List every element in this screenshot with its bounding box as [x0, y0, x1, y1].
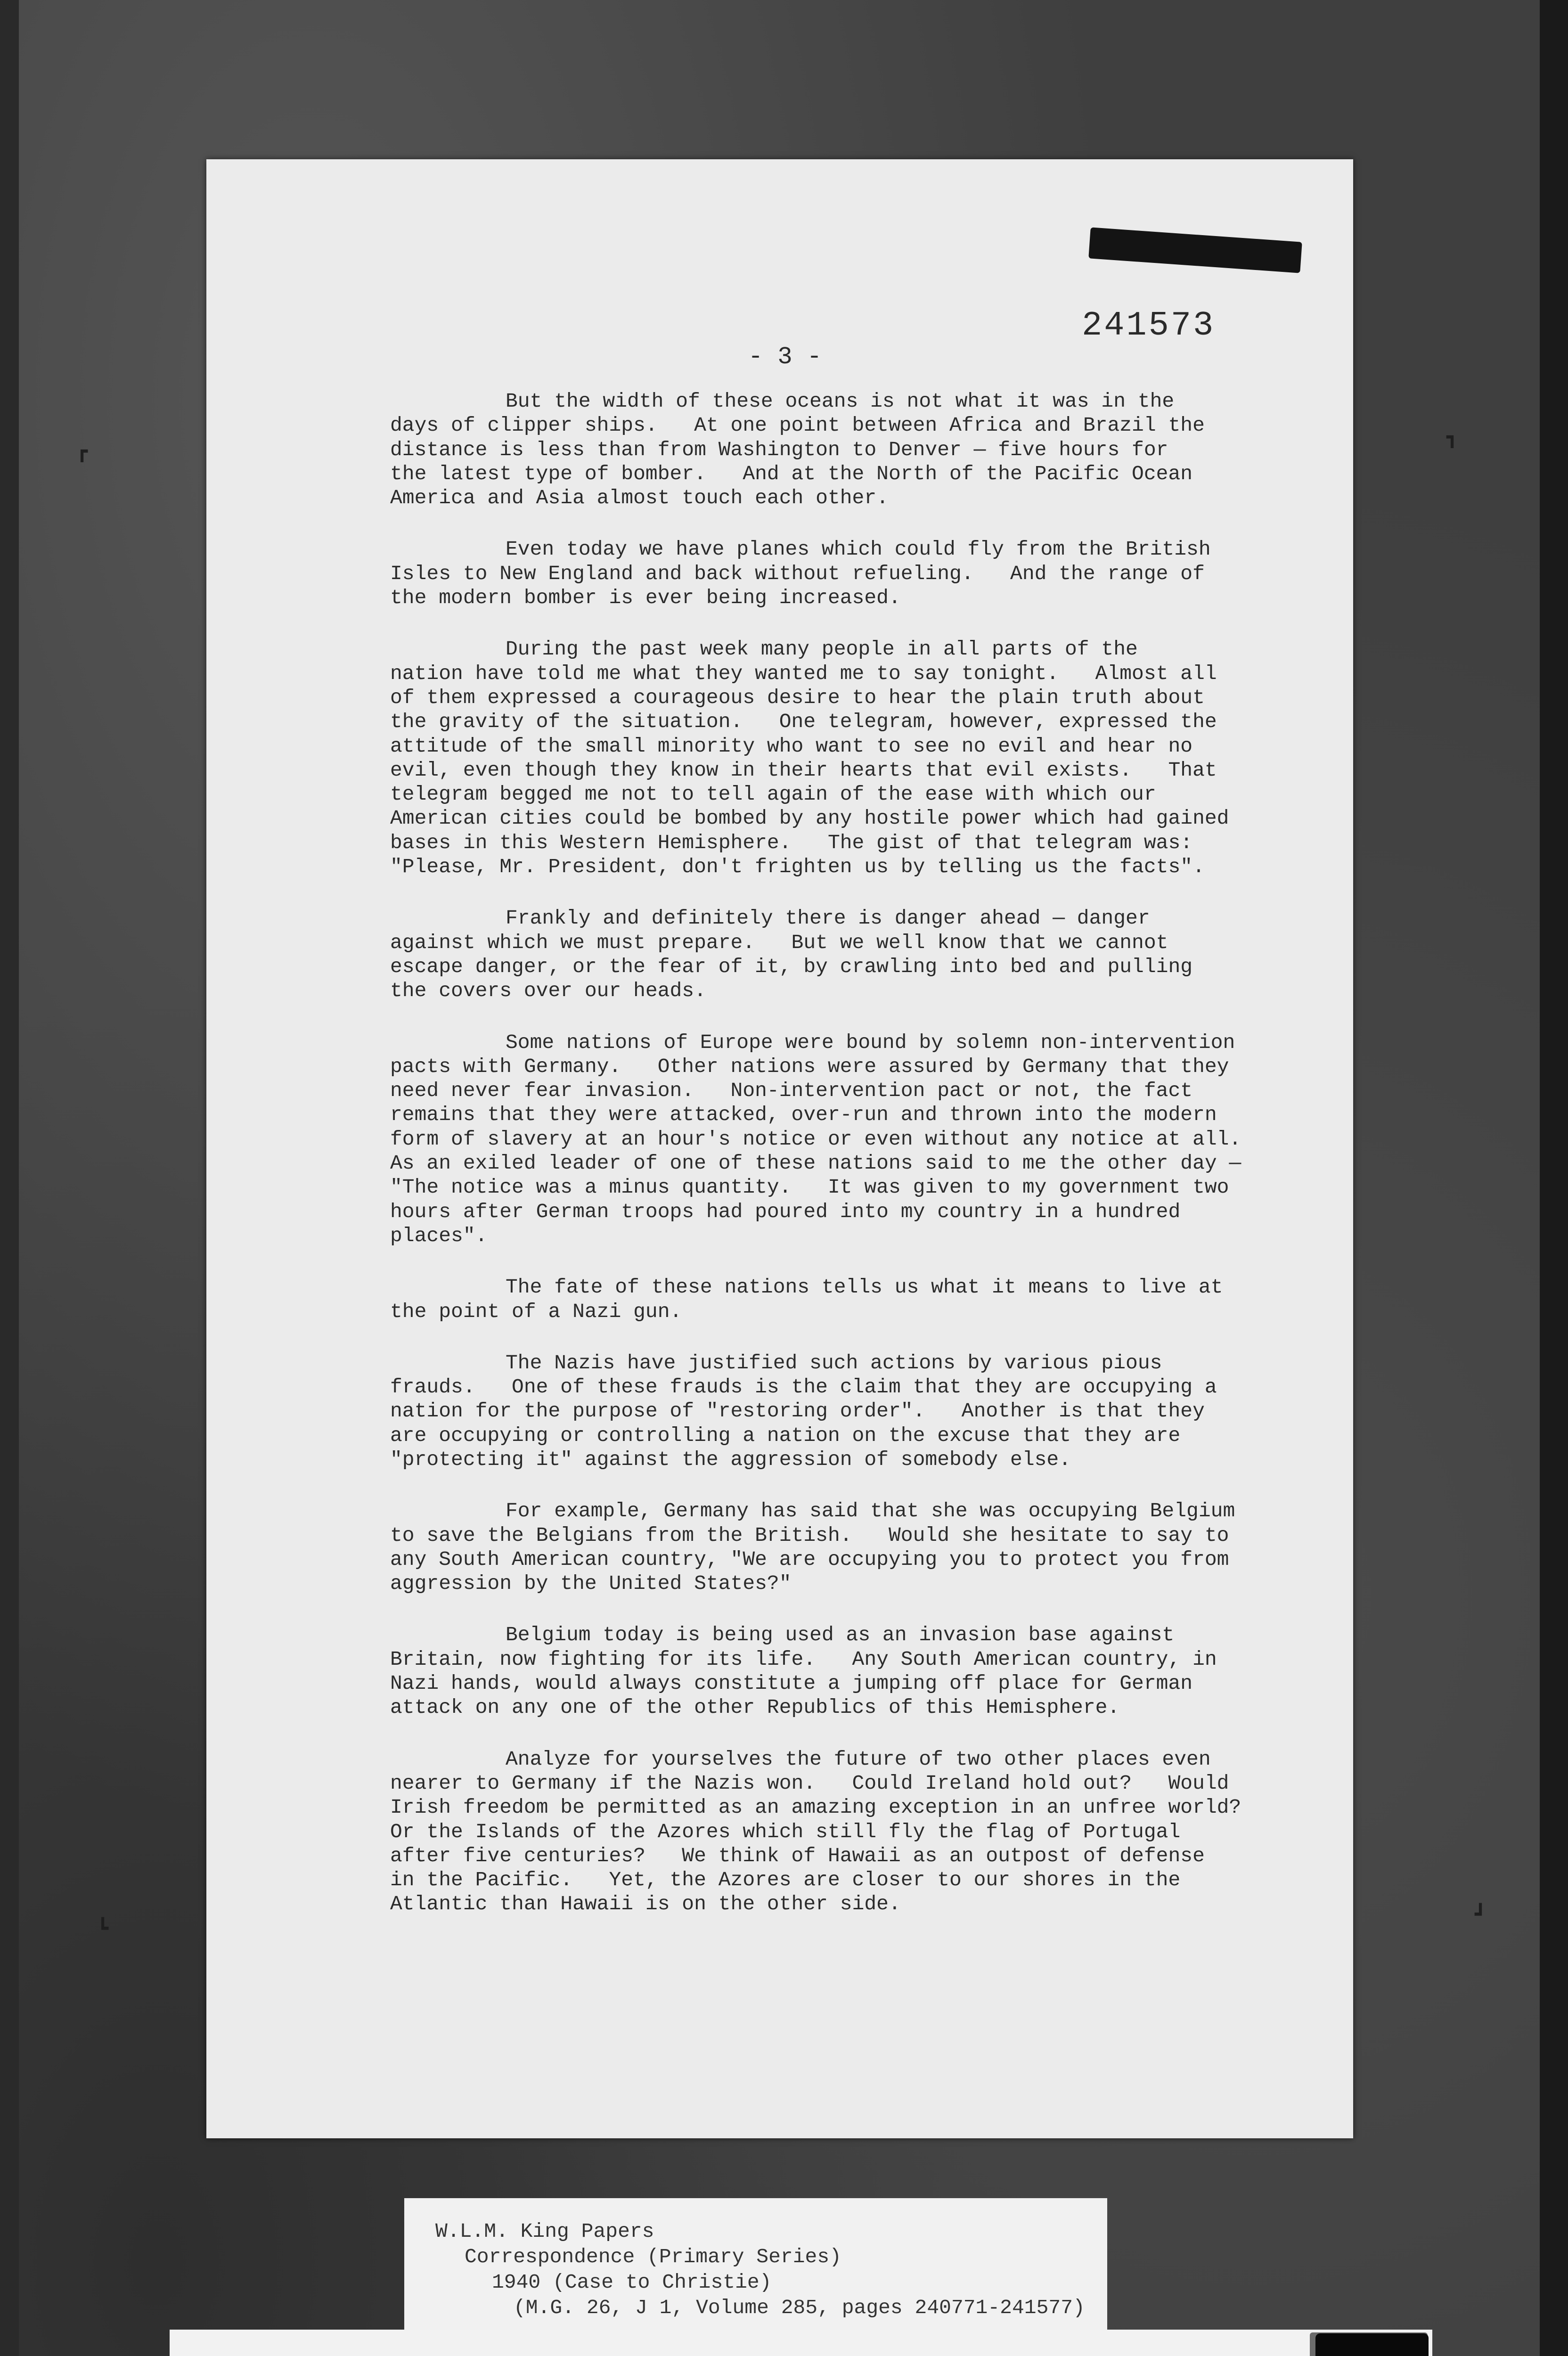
text-line: Isles to New England and back without refueling. And the range of [390, 562, 1205, 585]
bracket-mark-bottom-left: ┗ [97, 1920, 109, 1941]
text-line: Frankly and definitely there is danger ahead — danger [506, 907, 1150, 930]
bracket-mark-bottom-right: ┛ [1475, 1906, 1486, 1927]
text-line: aggression by the United States?" [390, 1572, 792, 1595]
text-line: the modern bomber is ever being increased. [390, 586, 901, 610]
text-line: the gravity of the situation. One telegram, however, expressed the [390, 710, 1217, 734]
text-line: evil, even though they know in their hearts that evil exists. That [390, 758, 1217, 782]
paragraph [390, 537, 1427, 610]
text-line: "Please, Mr. President, don't frighten us by telling us the facts". [390, 855, 1205, 879]
text-line: The fate of these nations tells us what it means to live at [506, 1276, 1223, 1299]
paragraph [390, 906, 1427, 1003]
text-line: nation for the purpose of "restoring order". Another is that they [390, 1399, 1205, 1423]
text-line: nearer to Germany if the Nazis won. Could Ireland hold out? Would [390, 1771, 1229, 1795]
text-line: Irish freedom be permitted as an amazing exception in an unfree world? [390, 1796, 1241, 1819]
text-line: the covers over our heads. [390, 979, 706, 1003]
bracket-mark-left: ┏ [76, 442, 88, 464]
text-line: attack on any one of the other Republics of this Hemisphere. [390, 1696, 1120, 1719]
label-line-series: Correspondence (Primary Series) [465, 2245, 841, 2268]
label-line-collection: W.L.M. King Papers [435, 2220, 654, 2243]
text-line: to save the Belgians from the British. Would she hesitate to say to [390, 1523, 1229, 1547]
text-line: are occupying or controlling a nation on the excuse that they are [390, 1423, 1181, 1447]
bracket-mark-right: ┓ [1446, 428, 1458, 450]
text-line: "The notice was a minus quantity. It was given to my government two [390, 1176, 1229, 1199]
text-line: distance is less than from Washington to Denver — five hours for [390, 438, 1168, 461]
paragraph [390, 637, 1427, 879]
body-text [390, 389, 1427, 1944]
text-line: any South American country, "We are occupying you to protect you from [390, 1547, 1229, 1571]
text-line: after five centuries? We think of Hawaii as an outpost of defense [390, 1844, 1205, 1867]
paragraph [390, 1747, 1427, 1916]
label-line-reference: (M.G. 26, J 1, Volume 285, pages 240771-241577) [514, 2296, 1085, 2319]
text-line: Nazi hands, would always constitute a jumping off place for German [390, 1672, 1193, 1695]
text-line: remains that they were attacked, over-run and thrown into the modern [390, 1103, 1217, 1127]
paragraph [390, 1275, 1427, 1324]
archives-logo-mark [1334, 2352, 1410, 2356]
archive-label [404, 2198, 1107, 2340]
text-line: hours after German troops had poured into my country in a hundred [390, 1200, 1181, 1223]
paragraph [390, 389, 1427, 510]
archives-logo-icon [1315, 2333, 1429, 2356]
text-line: As an exiled leader of one of these nations said to me the other day — [390, 1152, 1241, 1175]
text-line: America and Asia almost touch each other. [390, 486, 889, 510]
text-line: the latest type of bomber. And at the North of the Pacific Ocean [390, 462, 1193, 485]
text-line: For example, Germany has said that she was occupying Belgium [506, 1499, 1235, 1523]
text-line: frauds. One of these frauds is the claim that they are occupying a [390, 1375, 1217, 1399]
text-line: pacts with Germany. Other nations were assured by Germany that they [390, 1055, 1229, 1078]
text-line: Some nations of Europe were bound by solemn non-intervention [506, 1031, 1235, 1054]
text-line: Or the Islands of the Azores which still fly the flag of Portugal [390, 1820, 1181, 1843]
text-line: attitude of the small minority who want to see no evil and hear no [390, 734, 1193, 758]
text-line: "protecting it" against the aggression of somebody else. [390, 1448, 1071, 1471]
page-number: - 3 - [748, 343, 822, 371]
document-number: 241573 [1082, 306, 1216, 345]
film-edge-left [0, 0, 19, 2356]
text-line: escape danger, or the fear of it, by crawling into bed and pulling [390, 955, 1193, 978]
text-line: Even today we have planes which could fly from the British [506, 538, 1211, 561]
text-line: But the width of these oceans is not what it was in the [506, 390, 1175, 413]
paragraph [390, 1623, 1427, 1719]
text-line: in the Pacific. Yet, the Azores are closer to our shores in the [390, 1868, 1181, 1892]
archives-banner [170, 2330, 1432, 2356]
text-line: the point of a Nazi gun. [390, 1300, 682, 1323]
text-line: American cities could be bombed by any hostile power which had gained [390, 807, 1229, 830]
paragraph [390, 1499, 1427, 1595]
text-line: bases in this Western Hemisphere. The gist of that telegram was: [390, 831, 1193, 854]
text-line: During the past week many people in all parts of the [506, 638, 1138, 661]
text-line: nation have told me what they wanted me to say tonight. Almost all [390, 662, 1217, 685]
text-line: need never fear invasion. Non-intervention pact or not, the fact [390, 1079, 1193, 1103]
redaction-bar [1088, 227, 1302, 273]
text-line: days of clipper ships. At one point between Africa and Brazil the [390, 414, 1205, 437]
text-line: Belgium today is being used as an invasion base against [506, 1623, 1175, 1647]
paragraph [390, 1031, 1427, 1248]
text-line: places". [390, 1224, 488, 1247]
text-line: The Nazis have justified such actions by various pious [506, 1351, 1162, 1374]
document-page [206, 159, 1353, 2138]
text-line: Analyze for yourselves the future of two other places even [506, 1747, 1211, 1771]
text-line: form of slavery at an hour's notice or even without any notice at all. [390, 1127, 1241, 1151]
label-line-year: 1940 (Case to Christie) [492, 2271, 772, 2294]
paragraph [390, 1351, 1427, 1472]
film-edge-right [1540, 0, 1568, 2356]
text-line: telegram begged me not to tell again of the ease with which our [390, 783, 1156, 806]
text-line: of them expressed a courageous desire to hear the plain truth about [390, 686, 1205, 709]
text-line: against which we must prepare. But we well know that we cannot [390, 931, 1168, 954]
text-line: Atlantic than Hawaii is on the other side. [390, 1892, 901, 1916]
text-line: Britain, now fighting for its life. Any South American country, in [390, 1647, 1217, 1671]
